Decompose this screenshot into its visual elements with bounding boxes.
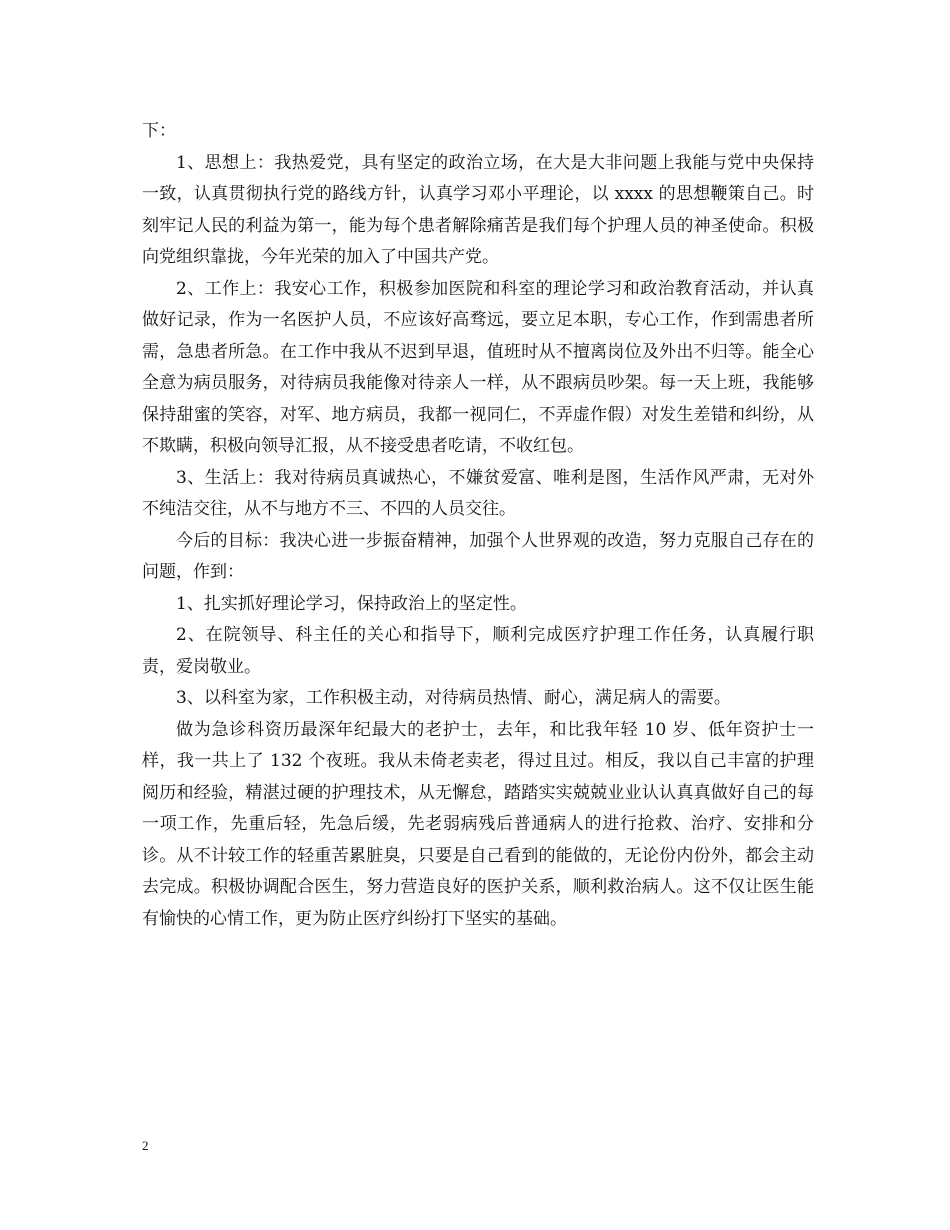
paragraph-summary: 做为急诊科资历最深年纪最大的老护士，去年，和比我年轻 10 岁、低年资护士一样，我一共上了 132 个夜班。我从未倚老卖老，得过且过。相反，我以自己丰富的护理阅历和经验，精湛过硬的护理技术，从无懈怠，踏踏实实兢兢业业认认真真做好自己的每一项工作，先重后轻，先急后缓，先老弱病残后普通病人的进行抢救、治疗、安排和分诊。从不计较工作的轻重苦累脏臭，只要是自己看到的能做的，无论份内份外，都会主动去完成。积极协调配合医生，努力营造良好的医护关系，顺利救治病人。这不仅让医生能有愉快的心情工作，更为防止医疗纠纷打下坚实的基础。 — [142, 719, 814, 929]
paragraph-work: 2、工作上：我安心工作，积极参加医院和科室的理论学习和政治教育活动，并认真做好记录，作为一名医护人员，不应该好高骛远，要立足本职，专心工作，作到需患者所需，急患者所急。在工作中我从不迟到早退，值班时从不擅离岗位及外出不归等。能全心全意为病员服务，对待病员我能像对待亲人一样，从不跟病员吵架。每一天上班，我能够保持甜蜜的笑容，对军、地方病员，我都一视同仁，不弄虚作假）对发生差错和纠纷，从不欺瞒，积极向领导汇报，从不接受患者吃请，不收红包。 — [142, 278, 814, 456]
paragraph-goal-2: 2、在院领导、科主任的关心和指导下，顺利完成医疗护理工作任务，认真履行职责，爱岗敬业。 — [142, 625, 814, 677]
paragraph-goal-1: 1、扎实抓好理论学习，保持政治上的坚定性。 — [176, 593, 527, 614]
paragraph-goals: 今后的目标：我决心进一步振奋精神，加强个人世界观的改造，努力克服自己存在的问题，作到： — [142, 530, 814, 582]
paragraph-life: 3、生活上：我对待病员真诚热心，不嫌贫爱富、唯利是图，生活作风严肃，无对外不纯洁交往，从不与地方不三、不四的人员交往。 — [142, 467, 814, 519]
page-number: 2 — [142, 1138, 149, 1153]
paragraph-ideology: 1、思想上：我热爱党，具有坚定的政治立场，在大是大非问题上我能与党中央保持一致，认真贯彻执行党的路线方针，认真学习邓小平理论，以 xxxx 的思想鞭策自己。时刻牢记人民的利益为第一，能为每个患者解除痛苦是我们每个护理人员的神圣使命。积极向党组织靠拢，今年光荣的加入了中国共产党。 — [142, 152, 814, 267]
paragraph-continuation: 下： — [142, 121, 176, 141]
paragraph-goal-3: 3、以科室为家，工作积极主动，对待病员热情、耐心，满足病人的需要。 — [176, 688, 731, 708]
document-body — [142, 116, 814, 935]
